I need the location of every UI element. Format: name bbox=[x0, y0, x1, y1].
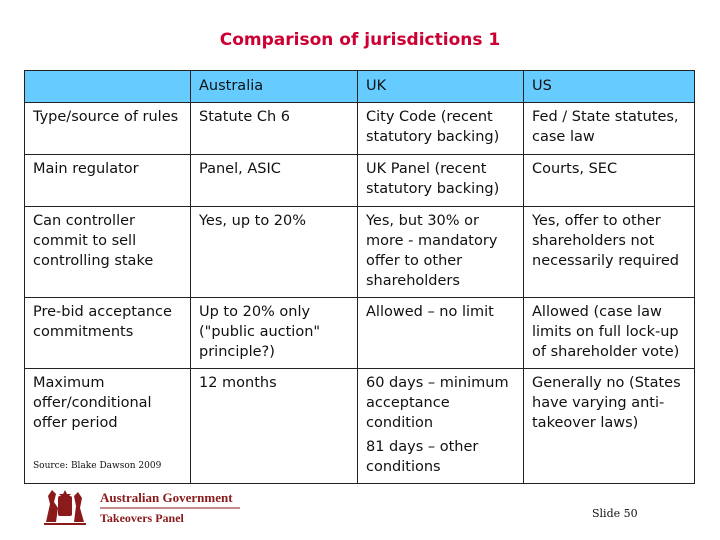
header-cell-empty bbox=[25, 71, 191, 103]
table-cell: Yes, up to 20% bbox=[191, 207, 358, 298]
table-cell: Yes, but 30% or more - mandatory offer to other shareholders bbox=[358, 207, 524, 298]
header-cell-australia: Australia bbox=[191, 71, 358, 103]
table-header-row bbox=[25, 71, 695, 103]
table-cell: Panel, ASIC bbox=[191, 155, 358, 207]
table-row bbox=[25, 155, 695, 207]
table-cell: City Code (recent statutory backing) bbox=[358, 103, 524, 155]
table-row bbox=[25, 103, 695, 155]
table-cell: Allowed (case law limits on full lock-up of shareholder vote) bbox=[524, 298, 695, 369]
slide-number: Slide 50 bbox=[592, 507, 638, 520]
header-cell-us: US bbox=[524, 71, 695, 103]
row-label: Maximum offer/conditional offer period bbox=[25, 369, 191, 484]
table-cell: 60 days – minimum acceptance condition 81 days – other conditions bbox=[358, 369, 524, 484]
table-cell: Yes, offer to other shareholders not necessarily required bbox=[524, 207, 695, 298]
table-cell: Courts, SEC bbox=[524, 155, 695, 207]
source-note: Source: Blake Dawson 2009 bbox=[33, 461, 162, 471]
table-cell: 12 months bbox=[191, 369, 358, 484]
header-cell-uk: UK bbox=[358, 71, 524, 103]
table-row bbox=[25, 298, 695, 369]
row-label: Main regulator bbox=[25, 155, 191, 207]
row-label: Type/source of rules bbox=[25, 103, 191, 155]
table-cell: Allowed – no limit bbox=[358, 298, 524, 369]
table-cell: Up to 20% only ("public auction" principle?) bbox=[191, 298, 358, 369]
row-label: Pre-bid acceptance commitments bbox=[25, 298, 191, 369]
slide-title: Comparison of jurisdictions 1 bbox=[219, 30, 501, 50]
coat-of-arms-icon bbox=[44, 490, 86, 524]
comparison-table bbox=[24, 70, 695, 484]
row-label: Can controller commit to sell controlling stake bbox=[25, 207, 191, 298]
table-cell: Generally no (States have varying anti-takeover laws) bbox=[524, 369, 695, 484]
logo-line1: Australian Government bbox=[100, 490, 233, 505]
table-cell: Fed / State statutes, case law bbox=[524, 103, 695, 155]
table-cell: UK Panel (recent statutory backing) bbox=[358, 155, 524, 207]
logo-line2: Takeovers Panel bbox=[100, 511, 184, 525]
table-row bbox=[25, 207, 695, 298]
table-cell: Statute Ch 6 bbox=[191, 103, 358, 155]
australian-government-logo bbox=[40, 482, 245, 528]
